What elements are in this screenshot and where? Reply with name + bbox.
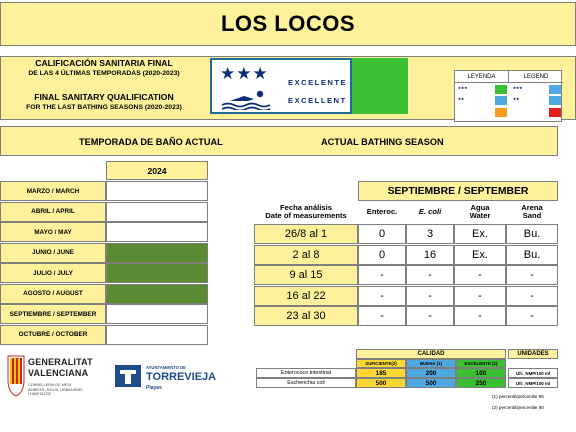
generalitat-name-1: GENERALITAT [28,357,93,367]
col-header-sand-es: Arena [521,203,543,213]
legend-header-en: LEGEND [509,71,563,83]
month-cell [106,243,208,263]
month-label: SEPTIEMBRE / SEPTEMBER [0,304,106,324]
result-cell-sand: - [506,286,558,306]
table-row [254,265,558,285]
result-cell-water: - [454,265,506,285]
result-cell-water: Ex. [454,245,506,265]
legend [454,70,562,122]
table-row [254,245,558,265]
quality-cell-exc: 100 [456,368,506,378]
legend-stars-icon: ★★ [513,97,520,101]
month-label: MARZO / MARCH [0,181,106,201]
result-cell-ecoli: 16 [406,245,454,265]
legend-stars-icon: ★★ [458,97,465,101]
col-header-enteroc: Enteroc. [366,207,398,217]
result-cell-sand: Bu. [506,245,558,265]
legend-swatch-good [549,85,561,94]
month-cell [106,284,208,304]
quality-cell-unit: Ufc_NMP/100 ml [508,378,558,388]
qualification-title-es: CALIFICACIÓN SANITARIA FINAL [35,58,173,68]
result-cell-sand: - [506,265,558,285]
col-header-ecoli: E. coli [418,207,442,217]
badge-label-es: EXCELENTE [288,78,348,87]
quality-col-sufficient: SUFICIENTE(2) [356,359,406,368]
legend-swatch-good [549,96,561,105]
result-cell-sand: - [506,306,558,326]
torrevieja-name: TORREVIEJA [146,371,217,383]
units-title: UNIDADES [508,349,558,359]
legend-header-es: LEYENDA [455,71,509,83]
quality-cell-name: Enterococo intestinal [256,368,356,378]
legend-swatch-poor [549,108,561,117]
month-row [0,263,208,283]
month-row [0,222,208,242]
quality-cell-exc: 250 [456,378,506,388]
qualification-title-en: FINAL SANITARY QUALIFICATION [34,92,174,102]
quality-title: CALIDAD [356,349,506,359]
month-cell [106,202,208,222]
result-cell-sand: Bu. [506,224,558,244]
col-header-date-en: Date of measurements [265,211,347,220]
season-label-en: ACTUAL BATHING SEASON [321,137,444,147]
result-cell-ecoli: - [406,265,454,285]
month-cell [106,222,208,242]
quality-col-excellent: EXCELENTE (1) [456,359,506,368]
result-cell-enteroc: - [358,306,406,326]
month-label: JUNIO / JUNE [0,243,106,263]
result-cell-enteroc: - [358,265,406,285]
month-label: AGOSTO / AUGUST [0,284,106,304]
generalitat-logo-icon [6,354,26,398]
col-header-water-es: Agua [470,203,490,213]
result-cell-enteroc: 0 [358,245,406,265]
month-row [0,243,208,263]
quality-col-good: BUENA (1) [406,359,456,368]
month-row [0,325,208,345]
legend-swatch-sufficient [495,108,507,117]
col-header-sand [506,201,558,223]
qualification-subtitle-es: DE LAS 4 ÚLTIMAS TEMPORADAS (2020-2023) [28,70,180,77]
table-row [254,224,558,244]
month-row [0,181,208,201]
result-cell-ecoli: - [406,306,454,326]
col-header-water [454,201,506,223]
season-bar [0,126,558,156]
torrevieja-playas: Playas [146,385,162,391]
result-cell-water: - [454,306,506,326]
quality-cell-suf: 500 [356,378,406,388]
quality-badge-frame [210,58,352,114]
legend-swatch-excellent [495,85,507,94]
swimmer-icon [220,90,276,110]
month-cell [106,181,208,201]
col-header-sand-en: Sand [522,211,542,220]
result-cell-enteroc: 0 [358,224,406,244]
result-cell-water: Ex. [454,224,506,244]
quality-cell-suf: 185 [356,368,406,378]
quality-cell-name: Escherichia coli [256,378,356,388]
conselleria-name: CONSELLERIA DE MEDI AMBIENT, AIGUA, URBANISME I HABITATGE [28,383,83,397]
legend-stars-icon: ★★★ [513,86,523,90]
badge-label-en: EXCELLENT [288,96,347,105]
quality-cell-unit: Ufc_NMP/100 ml [508,368,558,378]
month-row [0,284,208,304]
result-cell-ecoli: - [406,286,454,306]
season-label-es: TEMPORADA DE BAÑO ACTUAL [79,137,223,147]
torrevieja-subtitle: AYUNTAMIENTO DE [146,365,186,370]
month-cell [106,325,208,345]
result-cell-date: 16 al 22 [254,286,358,306]
legend-swatch-good [495,96,507,105]
torrevieja-logo-icon [114,364,142,388]
quality-badge [210,58,408,114]
col-header-date [254,201,358,223]
page-title: LOS LOCOS [0,2,576,46]
footnote-1: (1) percentil/percentile 95 [492,394,544,399]
month-cell [106,263,208,283]
result-cell-water: - [454,286,506,306]
qualification-subtitle-en: FOR THE LAST BATHING SEASONS (2020-2023) [26,104,182,111]
quality-cell-good: 500 [406,378,456,388]
result-cell-date: 9 al 15 [254,265,358,285]
footnote-2: (2) percentil/percentile 90 [492,405,544,410]
result-cell-date: 26/8 al 1 [254,224,358,244]
month-label: JULIO / JULY [0,263,106,283]
star-rating-icon: ★★★ [220,64,269,83]
badge-color-block [352,58,408,114]
month-label: OCTUBRE / OCTOBER [0,325,106,345]
season-year: 2024 [106,161,208,180]
table-row [254,286,558,306]
legend-stars-icon: ★★★ [458,86,468,90]
month-row [0,202,208,222]
month-label: ABRIL / APRIL [0,202,106,222]
result-cell-ecoli: 3 [406,224,454,244]
quality-cell-good: 200 [406,368,456,378]
generalitat-name-2: VALENCIANA [28,368,89,378]
month-cell [106,304,208,324]
results-month-header: SEPTIEMBRE / SEPTEMBER [358,181,558,201]
table-row [254,306,558,326]
col-header-date-es: Fecha análisis [280,203,332,213]
result-cell-date: 23 al 30 [254,306,358,326]
col-header-water-en: Water [469,211,491,220]
result-cell-enteroc: - [358,286,406,306]
month-row [0,304,208,324]
result-cell-date: 2 al 8 [254,245,358,265]
month-label: MAYO / MAY [0,222,106,242]
